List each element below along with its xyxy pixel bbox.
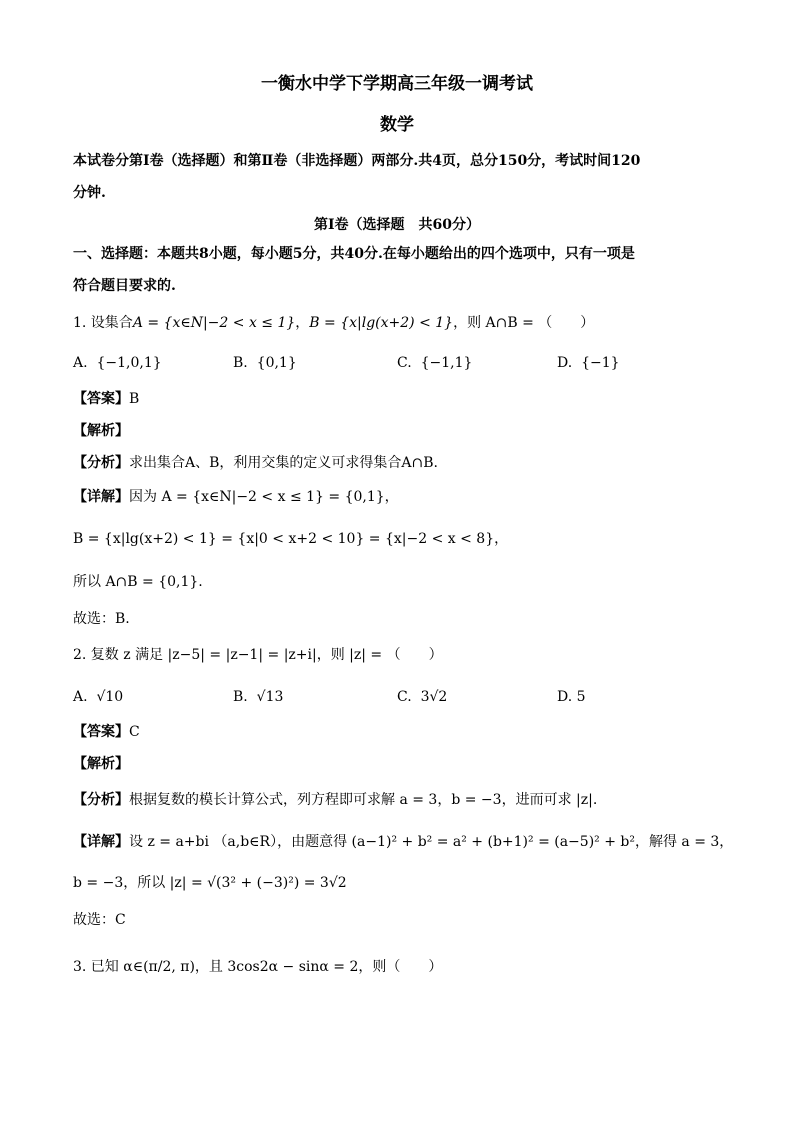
question-1-option-b: B. {0,1}	[233, 355, 297, 371]
section-instruction-2: 符合题目要求的.	[73, 278, 176, 294]
question-1-suffix: ，则 A∩B = （ ）	[453, 315, 595, 331]
question-2-answer: 【答案】C	[73, 724, 140, 740]
question-1-set-a: A = {x∈N|−2 < x ≤ 1}	[132, 315, 296, 331]
intro-line-2: 分钟.	[73, 185, 106, 201]
question-1-detail-3: 所以 A∩B = {0,1}.	[73, 574, 203, 590]
question-2-option-b: B. √13	[233, 689, 284, 705]
intro-line-1: 本试卷分第Ⅰ卷（选择题）和第Ⅱ卷（非选择题）两部分.共4页，总分150分，考试时间120	[73, 153, 641, 169]
question-2-option-a: A. √10	[73, 689, 124, 705]
question-1-option-d: D. {−1}	[557, 355, 620, 371]
question-1-option-c: C. {−1,1}	[397, 355, 473, 371]
question-3-stem: 3. 已知 α∈(π/2, π)，且 3cos2α − sinα = 2，则（ ）	[73, 959, 443, 975]
question-1-choice: 故选：B.	[73, 611, 130, 627]
question-1-detail-2: B = {x|lg(x+2) < 1} = {x|0 < x+2 < 10} = {x|−2 < x < 8}，	[73, 531, 509, 547]
question-1-prefix: 1. 设集合	[73, 315, 133, 331]
section-instruction-1: 一、选择题：本题共8小题，每小题5分，共40分.在每小题给出的四个选项中，只有一项是	[73, 246, 635, 262]
question-1-detail-1: 【详解】因为 A = {x∈N|−2 < x ≤ 1} = {0,1}，	[73, 489, 399, 505]
question-2-fenxi: 【分析】根据复数的模长计算公式，列方程即可求解 a = 3，b = −3，进而可求 |z|.	[73, 792, 598, 808]
question-2-option-d: D. 5	[557, 689, 586, 705]
question-1-option-a: A. {−1,0,1}	[73, 355, 162, 371]
question-1-stem	[73, 314, 594, 332]
exam-title: 一衡水中学下学期高三年级一调考试	[261, 74, 533, 94]
question-1-analysis-tag: 【解析】	[73, 423, 129, 439]
question-1-answer: 【答案】B	[73, 391, 140, 407]
question-2-detail-2: b = −3，所以 |z| = √(3² + (−3)²) = 3√2	[73, 875, 347, 891]
question-2-analysis-tag: 【解析】	[73, 756, 129, 772]
question-1-fenxi: 【分析】求出集合A、B，利用交集的定义可求得集合A∩B.	[73, 455, 438, 471]
section-heading: 第Ⅰ卷（选择题 共60分）	[313, 217, 481, 233]
question-2-stem: 2. 复数 z 满足 |z−5| = |z−1| = |z+i|，则 |z| = （ ）	[73, 647, 443, 663]
question-1-set-b: B = {x|lg(x+2) < 1}	[309, 315, 454, 331]
question-1-sep: ，	[295, 315, 310, 331]
question-2-option-c: C. 3√2	[397, 689, 448, 705]
question-2-detail-1: 【详解】设 z = a+bi （a,b∈R），由题意得 (a−1)² + b² = a² + (b+1)² = (a−5)² + b²，解得 a = 3，	[73, 834, 734, 850]
subject-title: 数学	[380, 115, 414, 135]
question-2-choice: 故选：C	[73, 912, 126, 928]
